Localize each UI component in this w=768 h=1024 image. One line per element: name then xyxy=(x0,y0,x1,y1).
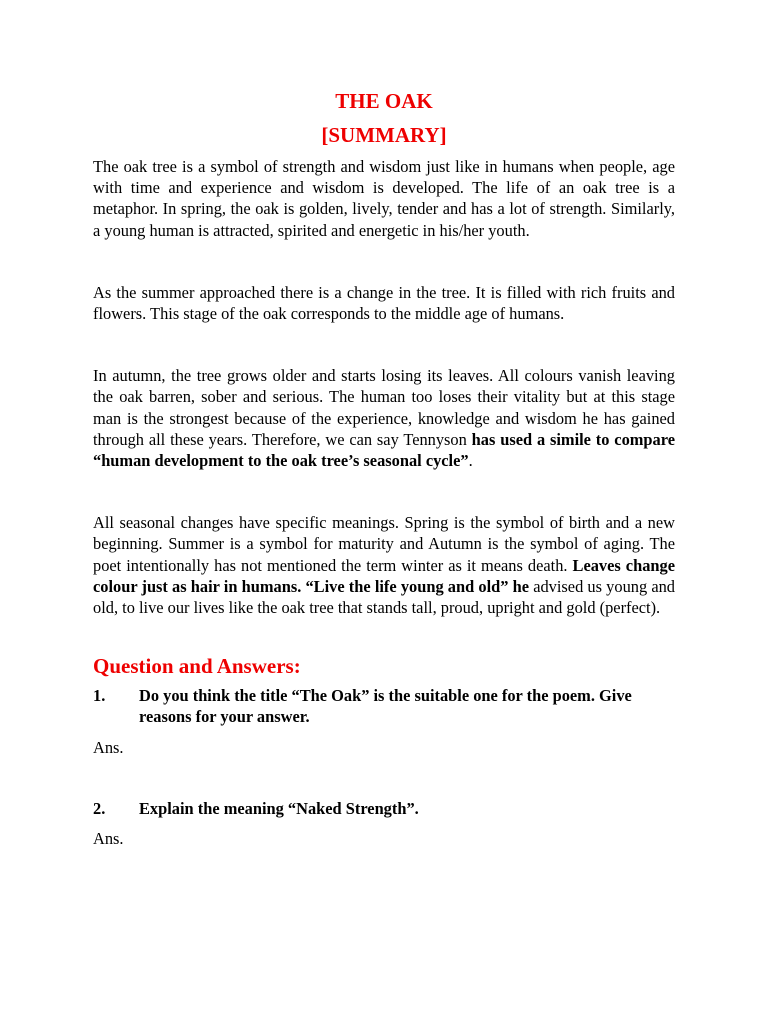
question-1 xyxy=(93,685,675,727)
question-1-number: 1. xyxy=(93,686,106,706)
question-2 xyxy=(93,798,675,819)
paragraph-4-text: All seasonal changes have specific meanings. Spring is the symbol of birth and a new beginning. Summer is a symbol for maturity and Autumn is the symbol of aging. The poet intentionally has not mentioned the term winter as it means death. xyxy=(93,513,675,575)
question-2-text: Explain the meaning “Naked Strength”. xyxy=(139,798,419,818)
paragraph-4-end: advised us young and old, to live our lives like the oak tree that stands tall, proud, upright and gold (perfect). xyxy=(93,576,675,618)
paragraph-3-end: . xyxy=(468,451,473,471)
answer-1-label: Ans. xyxy=(93,737,124,757)
document-subtitle: [SUMMARY] xyxy=(321,123,447,147)
paragraph-4-bold-text: Leaves change colour just as hair in humans. “Live the life young and old” he xyxy=(93,555,675,596)
paragraph-3-text: In autumn, the tree grows older and starts losing its leaves. All colours vanish leaving the oak barren, sober and serious. The human too loses their vitality but at this stage man is the strongest because of the experience, knowledge and wisdom he has gained through all these years. Therefore, we can say Tennyson xyxy=(93,366,675,449)
summary-paragraph-3 xyxy=(93,365,675,471)
document-title: THE OAK xyxy=(335,89,433,113)
qa-heading: Question and Answers: xyxy=(93,654,301,679)
summary-paragraph-2: As the summer approached there is a change in the tree. It is filled with rich fruits and flowers. This stage of the oak corresponds to the middle age of humans. xyxy=(93,282,675,324)
paragraph-3-bold-text: has used a simile to compare “human development to the oak tree’s seasonal cycle” xyxy=(93,429,675,471)
question-1-text: Do you think the title “The Oak” is the suitable one for the poem. Give reasons for your answer. xyxy=(139,686,632,727)
answer-2-label: Ans. xyxy=(93,829,124,849)
summary-paragraph-1: The oak tree is a symbol of strength and wisdom just like in humans when people, age with time and experience and wisdom is developed. The life of an oak tree is a metaphor. In spring, the oak is golden, lively, tender and has a lot of strength. Similarly, a young human is attracted, spirited and energetic in his/her youth. xyxy=(93,157,675,240)
summary-paragraph-4 xyxy=(93,512,675,618)
question-2-number: 2. xyxy=(93,798,106,818)
